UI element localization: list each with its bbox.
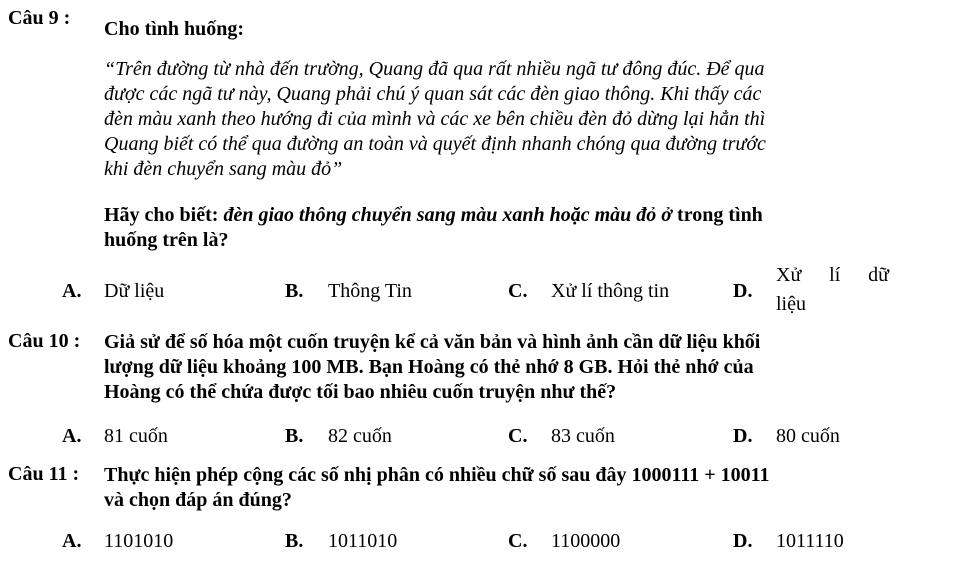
option-b-letter[interactable]: B. xyxy=(285,530,304,552)
quote-line: được các ngã tư này, Quang phải chú ý quan sát các đèn giao thông. Khi thấy các xyxy=(104,83,762,105)
question-9-quote xyxy=(104,57,894,182)
question-11-text xyxy=(104,463,894,513)
prompt-rest: trong tình xyxy=(672,204,763,226)
option-c-text[interactable]: 83 cuốn xyxy=(551,425,615,447)
option-b-letter[interactable]: B. xyxy=(285,425,304,447)
quote-line: đèn màu xanh theo hướng đi của mình và các xe bên chiều đèn đỏ dừng lại hẳn thì xyxy=(104,108,766,130)
option-a-letter[interactable]: A. xyxy=(62,530,82,552)
quote-line: Quang biết có thể qua đường an toàn và quyết định nhanh chóng qua đường trước xyxy=(104,133,766,155)
option-a-letter[interactable]: A. xyxy=(62,425,82,447)
question-line: Hoàng có thể chứa được tối bao nhiêu cuốn truyện như thế? xyxy=(104,381,617,403)
question-line: lượng dữ liệu khoảng 100 MB. Bạn Hoàng có thẻ nhớ 8 GB. Hỏi thẻ nhớ của xyxy=(104,356,754,378)
prompt-emphasis: đèn giao thông chuyển sang màu xanh hoặc màu đỏ ở xyxy=(223,204,673,226)
option-d-text[interactable]: 80 cuốn xyxy=(776,425,840,447)
question-9-prompt xyxy=(104,203,894,253)
option-d-letter[interactable]: D. xyxy=(733,530,753,552)
question-9-label: Câu 9 : xyxy=(8,7,71,29)
option-a-text[interactable]: 1101010 xyxy=(104,530,174,552)
question-10-text xyxy=(104,330,894,405)
question-line: và chọn đáp án đúng? xyxy=(104,489,292,511)
question-11-label: Câu 11 : xyxy=(8,463,80,485)
quote-line: khi đèn chuyển sang màu đỏ” xyxy=(104,158,343,180)
question-line: Giả sử để số hóa một cuốn truyện kể cả văn bản và hình ảnh cần dữ liệu khối xyxy=(104,331,761,353)
prompt-line-2: huống trên là? xyxy=(104,229,229,251)
question-10-label: Câu 10 : xyxy=(8,330,81,352)
option-b-letter[interactable]: B. xyxy=(285,280,304,302)
option-c-letter[interactable]: C. xyxy=(508,425,528,447)
option-a-text[interactable]: 81 cuốn xyxy=(104,425,168,447)
option-d-letter[interactable]: D. xyxy=(733,280,753,302)
option-d-text[interactable]: 1011110 xyxy=(776,530,844,552)
option-c-letter[interactable]: C. xyxy=(508,530,528,552)
option-d-text-line-1[interactable]: Xử lí dữ xyxy=(776,264,889,286)
question-9-title: Cho tình huống: xyxy=(104,18,245,40)
option-d-text-line-2[interactable]: liệu xyxy=(776,293,806,315)
option-c-letter[interactable]: C. xyxy=(508,280,528,302)
option-c-text[interactable]: 1100000 xyxy=(551,530,621,552)
option-c-text[interactable]: Xử lí thông tin xyxy=(551,280,670,302)
option-b-text[interactable]: 82 cuốn xyxy=(328,425,392,447)
option-d-letter[interactable]: D. xyxy=(733,425,753,447)
option-a-letter[interactable]: A. xyxy=(62,280,82,302)
quote-line: “Trên đường từ nhà đến trường, Quang đã qua rất nhiều ngã tư đông đúc. Để qua xyxy=(104,58,765,80)
option-a-text[interactable]: Dữ liệu xyxy=(104,280,165,302)
option-b-text[interactable]: Thông Tin xyxy=(328,280,412,302)
question-line: Thực hiện phép cộng các số nhị phân có nhiều chữ số sau đây 1000111 + 10011 xyxy=(104,464,770,486)
prompt-prefix: Hãy cho biết: xyxy=(104,204,224,226)
option-b-text[interactable]: 1011010 xyxy=(328,530,398,552)
